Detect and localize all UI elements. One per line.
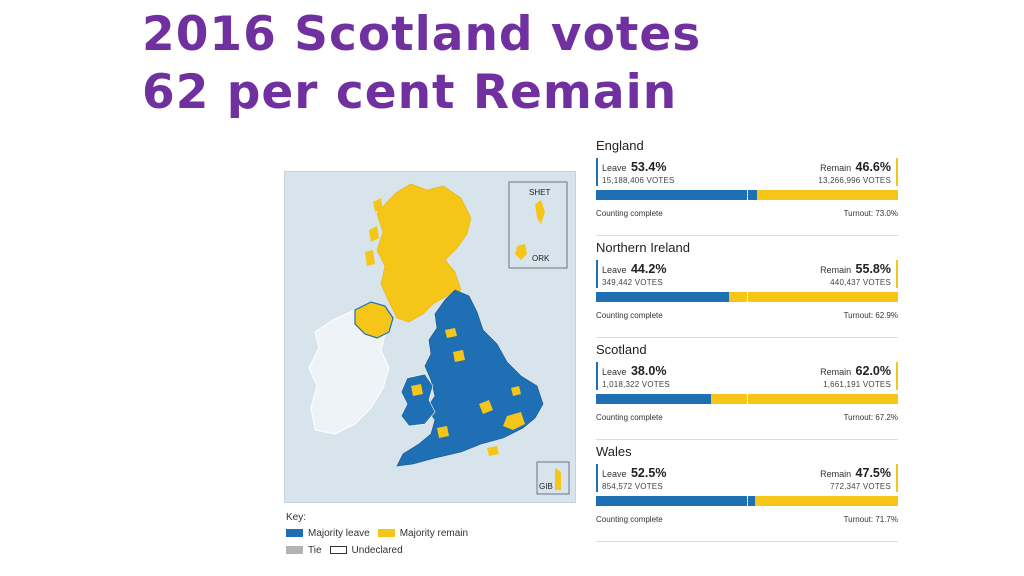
swatch-remain [378,529,395,537]
remain-share-fill [755,496,898,506]
turnout: Turnout: 71.7% [843,515,898,524]
remain-percent: 47.5% [855,466,891,480]
remain-share-fill [729,292,898,302]
inset-label-gibraltar: GIB [539,482,553,491]
remain-percent: 62.0% [855,364,891,378]
turnout: Turnout: 62.9% [843,311,898,320]
region-england [596,134,898,236]
vote-share-bar [596,190,898,200]
key-label-leave: Majority leave [308,527,370,539]
leave-votes: 15,188,406 VOTES [602,176,675,185]
region-scotland [596,338,898,440]
leave-result [596,464,666,492]
remain-share-fill [757,190,898,200]
remain-label: Remain [820,469,852,479]
count-status: Counting complete [596,209,663,218]
swatch-tie [286,546,303,554]
region-northern-ireland [596,236,898,338]
count-status: Counting complete [596,311,663,320]
leave-votes: 854,572 VOTES [602,482,663,491]
title-line-1: 2016 Scotland votes [142,7,702,62]
key-item-leave [286,528,370,539]
map-key [286,512,476,557]
vote-share-bar [596,496,898,506]
wales-remain [411,384,423,396]
bristol-remain [437,426,449,438]
remain-result [820,362,898,390]
leave-percent: 44.2% [630,262,667,276]
leave-result [596,158,675,186]
remain-result [820,464,898,492]
count-status: Counting complete [596,413,663,422]
majority-line [747,190,748,200]
leave-percent: 53.4% [630,160,667,174]
remain-percent: 46.6% [855,160,891,174]
brighton-remain [487,446,499,456]
leave-label: Leave [602,469,627,479]
leave-share-fill [596,190,757,200]
majority-line [747,394,748,404]
leave-result [596,362,670,390]
remain-label: Remain [820,367,852,377]
results-panel [596,134,898,542]
leave-share-fill [596,292,729,302]
majority-line [747,292,748,302]
key-item-remain [378,528,468,539]
region-name: Wales [596,444,632,459]
inset-label-shetland: SHET [529,188,551,197]
key-item-tie [286,545,322,556]
count-status: Counting complete [596,515,663,524]
slide-title [142,6,862,122]
leave-share-fill [596,496,755,506]
swatch-undeclared [330,546,347,554]
leave-percent: 38.0% [630,364,667,378]
key-label-remain: Majority remain [399,527,469,539]
uk-referendum-map [284,171,576,503]
remain-result [818,158,898,186]
title-line-2: 62 per cent Remain [142,65,678,120]
key-item-undeclared [330,545,403,556]
leave-label: Leave [602,265,627,275]
remain-votes: 1,661,191 VOTES [823,380,891,389]
remain-result [820,260,898,288]
swatch-leave [286,529,303,537]
gibraltar-shape [555,468,561,490]
region-name: Scotland [596,342,647,357]
key-label-tie: Tie [308,544,322,556]
region-name: England [596,138,644,153]
key-title: Key: [286,512,307,523]
remain-votes: 440,437 VOTES [830,278,891,287]
remain-percent: 55.8% [855,262,891,276]
vote-share-bar [596,292,898,302]
remain-votes: 13,266,996 VOTES [818,176,891,185]
leave-votes: 1,018,322 VOTES [602,380,670,389]
wales-shape [401,374,435,426]
remain-label: Remain [820,265,852,275]
orkney-shape [515,244,527,260]
leave-label: Leave [602,163,627,173]
turnout: Turnout: 73.0% [843,209,898,218]
leave-share-fill [596,394,711,404]
inset-label-orkney: ORK [532,254,550,263]
remain-votes: 772,347 VOTES [830,482,891,491]
manchester-remain [453,350,465,362]
map-graphic [285,172,575,502]
remain-share-fill [711,394,898,404]
region-wales [596,440,898,542]
leave-votes: 349,442 VOTES [602,278,663,287]
turnout: Turnout: 67.2% [843,413,898,422]
region-name: Northern Ireland [596,240,690,255]
shetland-shape [535,200,545,224]
leave-label: Leave [602,367,627,377]
vote-share-bar [596,394,898,404]
majority-line [747,496,748,506]
key-label-undeclared: Undeclared [351,544,403,556]
leave-percent: 52.5% [630,466,667,480]
leave-result [596,260,666,288]
remain-label: Remain [820,163,852,173]
